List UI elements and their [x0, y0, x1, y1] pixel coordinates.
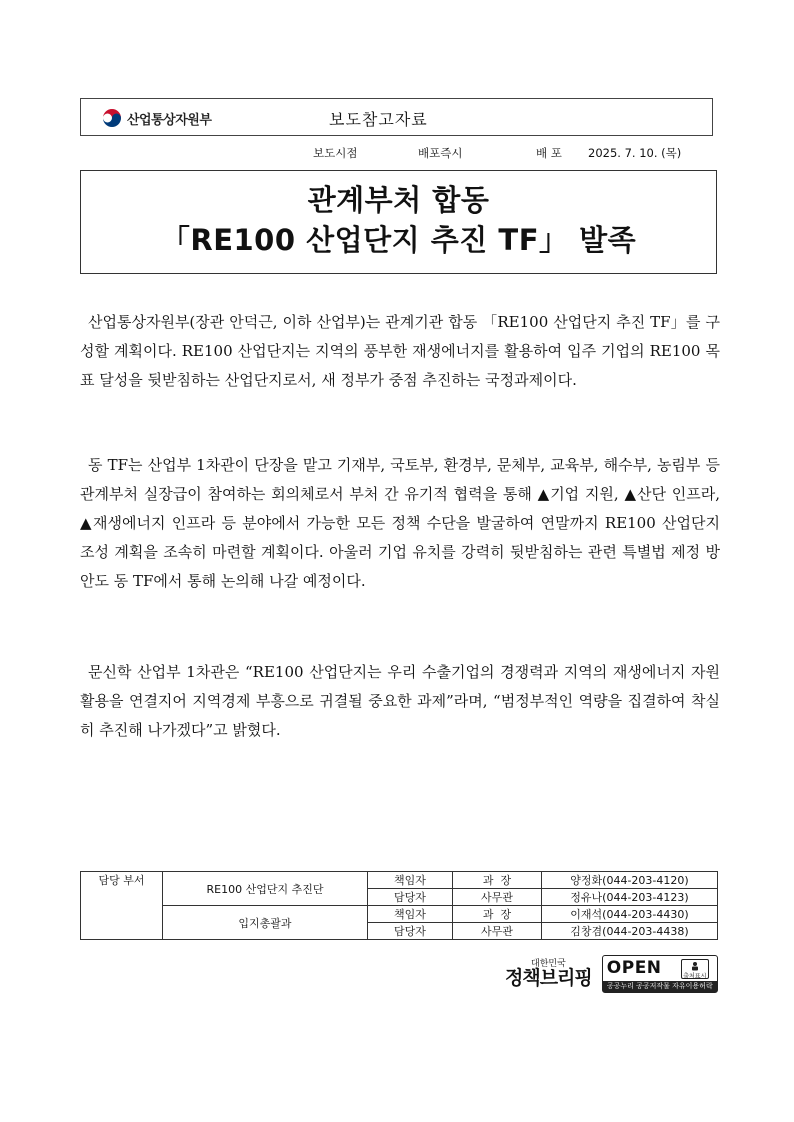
header-box	[80, 98, 713, 136]
contact-role: 담당자	[368, 889, 453, 906]
open-word: OPEN	[606, 958, 662, 978]
title-line-1: 관계부처 합동	[307, 183, 490, 217]
contact-role: 담당자	[368, 923, 453, 940]
briefing-main-text: 정책브리핑	[505, 967, 592, 989]
contact-person: 양정화(044-203-4120)	[542, 872, 718, 889]
contact-table	[80, 871, 718, 940]
contact-role: 책임자	[368, 906, 453, 923]
table-row	[81, 872, 718, 889]
doc-type: 보도참고자료	[329, 110, 428, 129]
attribution-icon	[681, 959, 709, 979]
paragraph-3: 문신학 산업부 1차관은 “RE100 산업단지는 우리 수출기업의 경쟁력과 지역의 재생에너지 자원 활용을 연결지어 지역경제 부흥으로 귀결될 중요한 과제”라며, “범정부적인 역량을 집결하여 착실히 추진해 나가겠다”고 밝혔다.	[80, 663, 720, 739]
policy-briefing-logo	[505, 960, 592, 988]
kogl-strip: 공공누리 공공저작물 자유이용허락	[603, 981, 717, 992]
contact-person: 정유나(044-203-4123)	[542, 889, 718, 906]
table-row	[81, 906, 718, 923]
briefing-top-text: 대한민국	[531, 959, 566, 969]
title-line-2: 「RE100 산업단지 추진 TF」 발족	[160, 223, 637, 257]
contact-title: 사무관	[453, 889, 542, 906]
attribution-label: 출처표시	[683, 973, 707, 980]
footer-logos	[505, 955, 718, 993]
title-box	[80, 170, 717, 274]
contact-title: 사무관	[453, 923, 542, 940]
contact-person: 이재석(044-203-4430)	[542, 906, 718, 923]
taegeuk-icon	[101, 107, 123, 129]
paragraph-2: 동 TF는 산업부 1차관이 단장을 맡고 기재부, 국토부, 환경부, 문체부, 교육부, 해수부, 농림부 등 관계부처 실장급이 참여하는 회의체로서 부처 간 유기적 협력을 통해 ▲기업 지원, ▲산단 인프라, ▲재생에너지 인프라 등 분야에서 가능한 모든 정책 수단을 발굴하여 연말까지 RE100 산업단지 조성 계획을 조속히 마련할 계획이다. 아울러 기업 유치를 강력히 뒷받침하는 관련 특별법 제정 방안도 동 TF에서 통해 논의해 나갈 예정이다.	[80, 456, 720, 590]
dept-name: 입지총괄과	[163, 906, 368, 940]
release-value: 배포즉시	[418, 146, 463, 160]
contact-person: 김창겸(044-203-4438)	[542, 923, 718, 940]
contact-title: 과 장	[453, 872, 542, 889]
contact-title: 과 장	[453, 906, 542, 923]
kogl-open-badge	[602, 955, 718, 993]
distribution-label: 배 포	[536, 146, 562, 160]
release-label: 보도시점	[313, 146, 358, 160]
paragraph-1: 산업통상자원부(장관 안덕근, 이하 산업부)는 관계기관 합동 「RE100 산업단지 추진 TF」를 구성할 계획이다. RE100 산업단지는 지역의 풍부한 재생에너지를 활용하여 입주 기업의 RE100 목표 달성을 뒷받침하는 산업단지로서, 새 정부가 중점 추진하는 국정과제이다.	[80, 313, 720, 389]
dept-label: 담당 부서	[81, 872, 163, 940]
ministry-name: 산업통상자원부	[127, 112, 212, 128]
ministry-logo	[101, 107, 211, 129]
dept-name: RE100 산업단지 추진단	[163, 872, 368, 906]
contact-role: 책임자	[368, 872, 453, 889]
distribution-date: 2025. 7. 10. (목)	[588, 146, 682, 160]
